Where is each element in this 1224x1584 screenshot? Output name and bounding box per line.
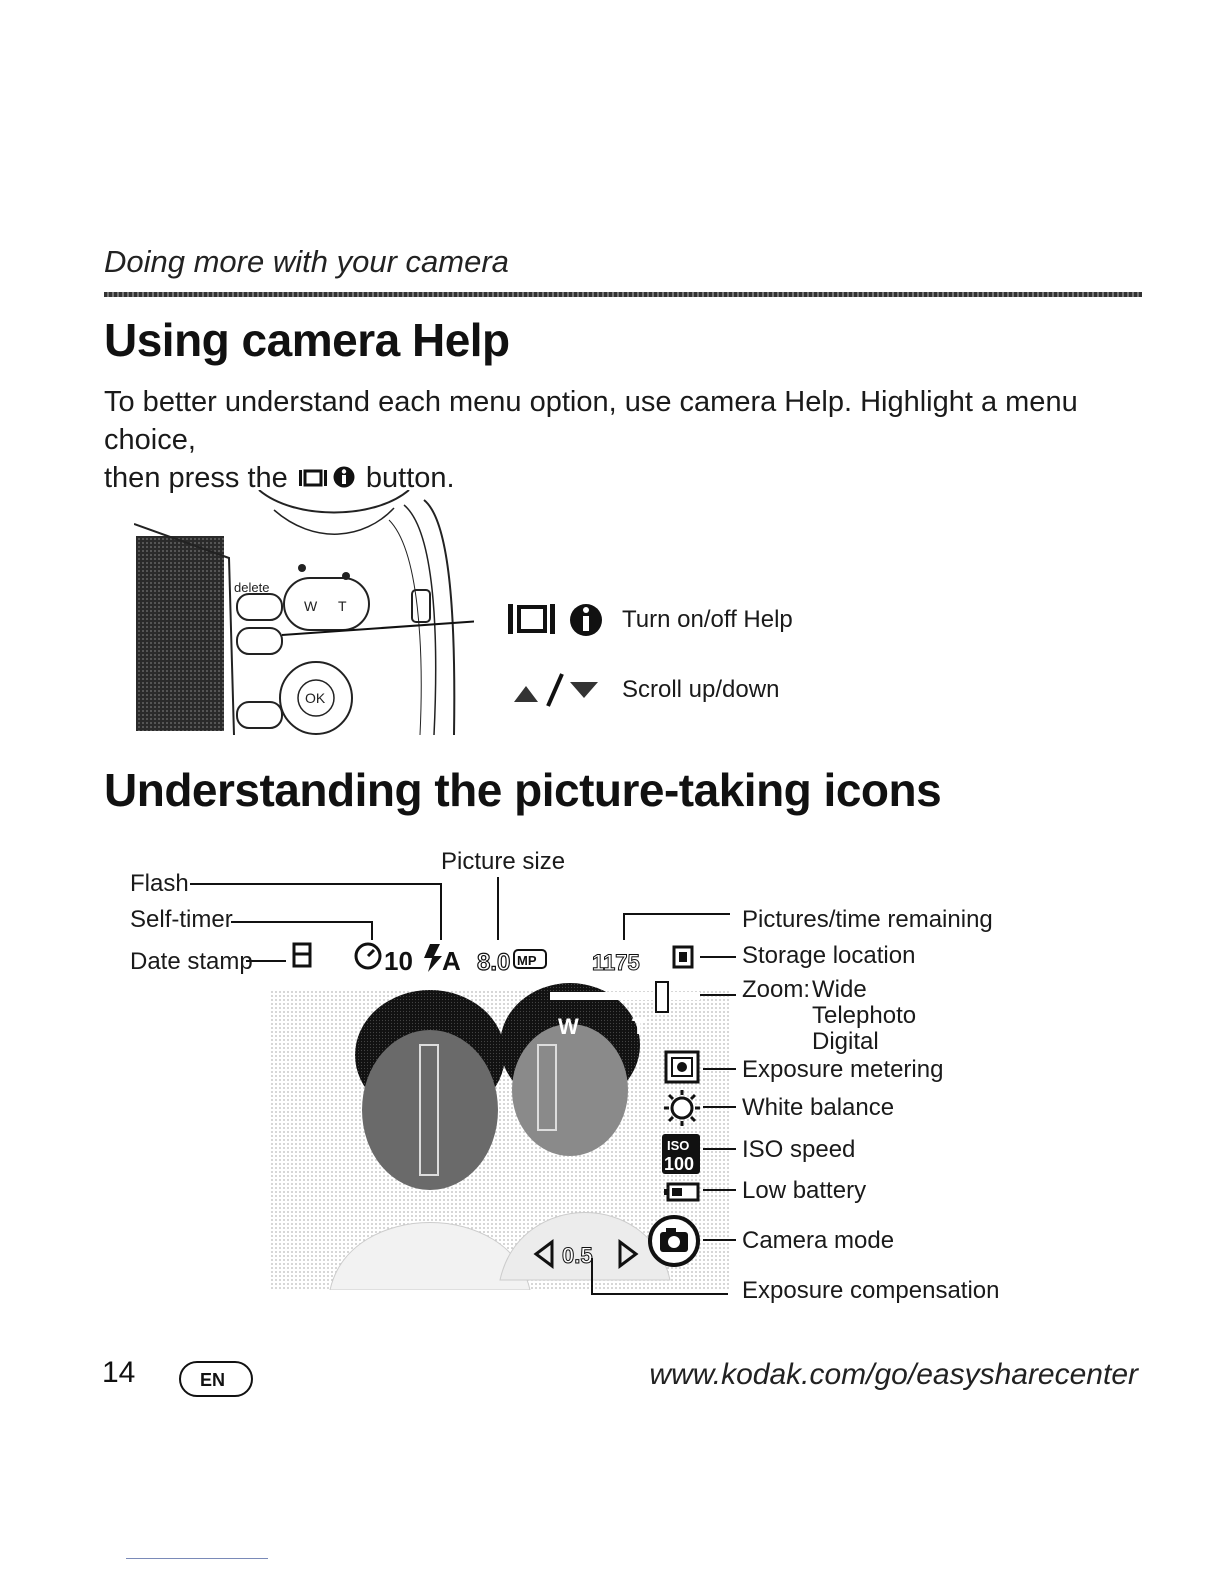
intro-line-1: To better understand each menu option, use camera Help. Highlight a menu choice,	[104, 386, 1078, 456]
callout-camera-mode: Camera mode	[742, 1227, 895, 1254]
callout-pictures-remaining: Pictures/time remaining	[742, 906, 993, 933]
callout-date-stamp: Date stamp	[130, 948, 253, 975]
section-title-picture-icons: Understanding the picture-taking icons	[104, 764, 942, 816]
legend-turn-help: Turn on/off Help	[622, 606, 793, 633]
bottom-scan-line	[126, 1558, 268, 1559]
running-head: Doing more with your camera	[104, 244, 509, 279]
callout-iso-speed: ISO speed	[742, 1136, 856, 1163]
callout-low-battery: Low battery	[742, 1177, 867, 1204]
callout-flash: Flash	[130, 870, 189, 897]
callout-picture-size: Picture size	[441, 848, 566, 875]
zoom-w-label: W	[558, 1014, 579, 1039]
zoom-wide-label: W	[304, 598, 318, 614]
callout-zoom-digital: Digital	[812, 1028, 879, 1055]
pictures-remaining-value: 1175	[592, 950, 640, 975]
language-badge	[178, 1360, 254, 1398]
footer-url: www.kodak.com/go/easysharecenter	[649, 1358, 1138, 1391]
zoom-tele-label: T	[338, 598, 347, 614]
intro-line-2-prefix: then press the	[104, 462, 288, 494]
callout-self-timer: Self-timer	[130, 906, 233, 933]
iso-value: 100	[664, 1154, 695, 1174]
iso-label: ISO	[667, 1138, 690, 1153]
flash-value: A	[442, 946, 461, 976]
delete-label: delete	[234, 580, 270, 595]
callout-zoom-telephoto: Telephoto	[812, 1002, 917, 1029]
picture-size-unit: MP	[517, 953, 537, 968]
callout-storage-location: Storage location	[742, 942, 916, 969]
page-number: 14	[102, 1356, 136, 1389]
exposure-comp-value: 0.5	[562, 1243, 593, 1268]
self-timer-value: 10	[384, 946, 413, 976]
callout-white-balance: White balance	[742, 1094, 895, 1121]
callout-exposure-metering: Exposure metering	[742, 1056, 944, 1083]
language-badge-text: EN	[200, 1370, 226, 1390]
ok-label: OK	[305, 690, 326, 706]
legend-scroll: Scroll up/down	[622, 676, 780, 703]
callout-zoom-wide: Wide	[812, 976, 867, 1003]
callout-zoom: Zoom:	[742, 976, 811, 1003]
intro-line-2-suffix: button.	[365, 462, 455, 494]
zoom-t-label: T	[632, 1014, 646, 1039]
callout-exposure-compensation: Exposure compensation	[742, 1277, 1000, 1304]
picture-size-value: 8.0	[477, 949, 511, 976]
section-title-camera-help: Using camera Help	[104, 314, 510, 366]
